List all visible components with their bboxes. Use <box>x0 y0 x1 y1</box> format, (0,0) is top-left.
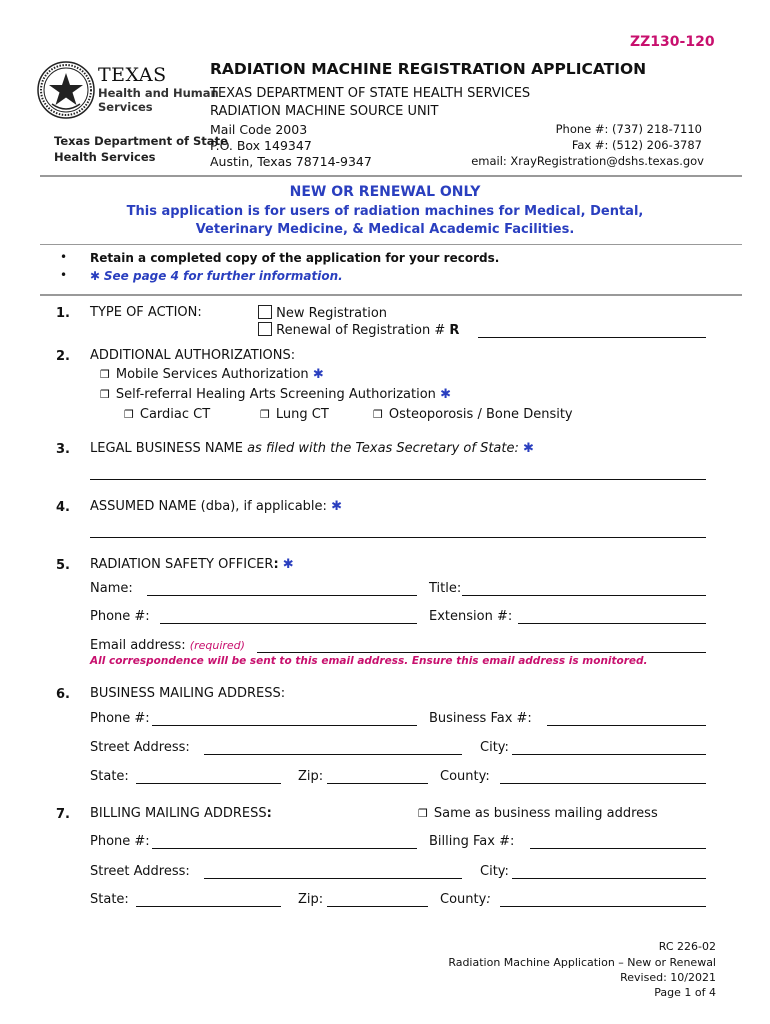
bullet-dot: • <box>60 268 68 282</box>
business-fax-field[interactable] <box>547 725 706 726</box>
bullet-retain-copy: Retain a completed copy of the application for your records. <box>90 251 500 265</box>
business-city-field[interactable] <box>512 754 706 755</box>
checkbox-icon[interactable]: ❒ <box>260 408 270 421</box>
intro-line2: Veterinary Medicine, & Medical Academic Facilities. <box>195 222 575 237</box>
checkbox-icon[interactable]: ❒ <box>373 408 383 421</box>
business-state-label: State: <box>90 769 129 784</box>
footer-page-number: Page 1 of 4 <box>654 986 716 999</box>
billing-mailing-address-label: BILLING MAILING ADDRESS: <box>90 806 272 821</box>
billing-phone-label: Phone #: <box>90 834 150 849</box>
form-code: ZZ130-120 <box>630 34 715 50</box>
section-number: 6. <box>56 687 70 702</box>
mail-code: Mail Code 2003 <box>210 122 308 137</box>
business-zip-label: Zip: <box>298 769 324 784</box>
asterisk-icon: ✱ <box>331 499 342 514</box>
dept-name: TEXAS DEPARTMENT OF STATE HEALTH SERVICES <box>210 86 531 101</box>
bullet-see-page-4: ✱ See page 4 for further information. <box>90 269 343 283</box>
billing-phone-field[interactable] <box>152 848 417 849</box>
rso-label: RADIATION SAFETY OFFICER: ✱ <box>90 557 294 572</box>
billing-fax-field[interactable] <box>530 848 706 849</box>
section-number: 7. <box>56 807 70 822</box>
business-city-label: City: <box>480 740 509 755</box>
renewal-checkbox[interactable] <box>258 322 272 336</box>
billing-state-label: State: <box>90 892 129 907</box>
footer-form-code: RC 226-02 <box>658 940 716 953</box>
billing-county-label: County: <box>440 892 491 907</box>
rso-title-field[interactable] <box>462 595 706 596</box>
registration-number-field[interactable] <box>478 337 706 338</box>
billing-street-label: Street Address: <box>90 864 190 879</box>
rso-name-label: Name: <box>90 581 133 596</box>
section-number: 3. <box>56 442 70 457</box>
cardiac-ct-option[interactable]: ❒ Cardiac CT <box>124 407 211 422</box>
phone-number: Phone #: (737) 218-7110 <box>555 122 702 136</box>
header-divider <box>40 175 742 177</box>
asterisk-icon: ✱ <box>312 367 324 382</box>
business-street-label: Street Address: <box>90 740 190 755</box>
new-registration-checkbox[interactable] <box>258 305 272 319</box>
bullet-dot: • <box>60 250 68 264</box>
assumed-name-field[interactable] <box>90 537 706 538</box>
section-number: 4. <box>56 500 70 515</box>
logo-dept-line1: Texas Department of State <box>54 134 228 148</box>
unit-name: RADIATION MACHINE SOURCE UNIT <box>210 104 439 119</box>
po-box: P.O. Box 149347 <box>210 138 312 153</box>
legal-business-name-label: LEGAL BUSINESS NAME as filed with the Texas Secretary of State: ✱ <box>90 441 534 456</box>
asterisk-icon: ✱ <box>90 269 101 283</box>
mobile-services-option[interactable]: ❒ Mobile Services Authorization ✱ <box>100 367 324 382</box>
rso-extension-label: Extension #: <box>429 609 513 624</box>
same-as-business-option[interactable]: ❒ Same as business mailing address <box>418 806 658 821</box>
logo-state: TEXAS <box>98 64 167 86</box>
rso-name-field[interactable] <box>147 595 417 596</box>
rso-phone-field[interactable] <box>160 623 417 624</box>
business-county-field[interactable] <box>500 783 706 784</box>
logo-agency-line1: Health and Human <box>98 86 219 100</box>
billing-city-label: City: <box>480 864 509 879</box>
business-state-field[interactable] <box>136 783 281 784</box>
assumed-name-label: ASSUMED NAME (dba), if applicable: ✱ <box>90 499 342 514</box>
email-correspondence-note: All correspondence will be sent to this email address. Ensure this email address is monitored. <box>90 655 648 667</box>
renewal-option[interactable]: Renewal of Registration # R <box>258 322 459 338</box>
intro-heading: NEW OR RENEWAL ONLY <box>289 184 481 200</box>
business-phone-field[interactable] <box>152 725 417 726</box>
billing-zip-field[interactable] <box>327 906 428 907</box>
rso-email-field[interactable] <box>257 652 706 653</box>
footer-form-name: Radiation Machine Application – New or Renewal <box>448 956 716 969</box>
logo-agency-line2: Services <box>98 100 153 114</box>
business-mailing-address-label: BUSINESS MAILING ADDRESS: <box>90 686 286 701</box>
asterisk-icon: ✱ <box>282 557 294 572</box>
osteoporosis-option[interactable]: ❒ Osteoporosis / Bone Density <box>373 407 573 422</box>
fax-number: Fax #: (512) 206-3787 <box>571 138 702 152</box>
section-number: 1. <box>56 306 70 321</box>
new-registration-option[interactable]: New Registration <box>258 305 387 321</box>
billing-street-field[interactable] <box>204 878 462 879</box>
additional-authorizations-label: ADDITIONAL AUTHORIZATIONS: <box>90 348 296 363</box>
intro-divider <box>40 244 742 245</box>
self-referral-option[interactable]: ❒ Self-referral Healing Arts Screening Authorization ✱ <box>100 387 451 402</box>
footer-revised: Revised: 10/2021 <box>620 971 716 984</box>
email-address: email: XrayRegistration@dshs.texas.gov <box>471 154 704 168</box>
business-street-field[interactable] <box>204 754 462 755</box>
business-county-label: County: <box>440 769 490 784</box>
rso-extension-field[interactable] <box>518 623 706 624</box>
legal-business-name-field[interactable] <box>90 479 706 480</box>
billing-city-field[interactable] <box>512 878 706 879</box>
asterisk-icon: ✱ <box>523 441 534 456</box>
type-of-action-label: TYPE OF ACTION: <box>90 305 202 320</box>
checkbox-icon[interactable]: ❒ <box>100 388 110 401</box>
checkbox-icon[interactable]: ❒ <box>100 368 110 381</box>
section-divider <box>40 294 742 296</box>
section-number: 2. <box>56 349 70 364</box>
billing-fax-label: Billing Fax #: <box>429 834 515 849</box>
section-number: 5. <box>56 558 70 573</box>
page-title: RADIATION MACHINE REGISTRATION APPLICATION <box>210 60 647 78</box>
billing-county-field[interactable] <box>500 906 706 907</box>
business-phone-label: Phone #: <box>90 711 150 726</box>
business-fax-label: Business Fax #: <box>429 711 532 726</box>
billing-zip-label: Zip: <box>298 892 324 907</box>
lung-ct-option[interactable]: ❒ Lung CT <box>260 407 329 422</box>
rso-phone-label: Phone #: <box>90 609 150 624</box>
asterisk-icon: ✱ <box>440 387 451 402</box>
checkbox-icon[interactable]: ❒ <box>124 408 134 421</box>
rso-title-label: Title: <box>429 581 462 596</box>
intro-line1: This application is for users of radiation machines for Medical, Dental, <box>126 204 644 219</box>
state-seal-icon <box>36 60 96 120</box>
business-zip-field[interactable] <box>327 783 428 784</box>
billing-state-field[interactable] <box>136 906 281 907</box>
checkbox-icon[interactable]: ❒ <box>418 807 428 820</box>
rso-email-label: Email address: (required) <box>90 638 245 653</box>
logo-dept-line2: Health Services <box>54 150 156 164</box>
city-zip: Austin, Texas 78714-9347 <box>210 154 372 169</box>
